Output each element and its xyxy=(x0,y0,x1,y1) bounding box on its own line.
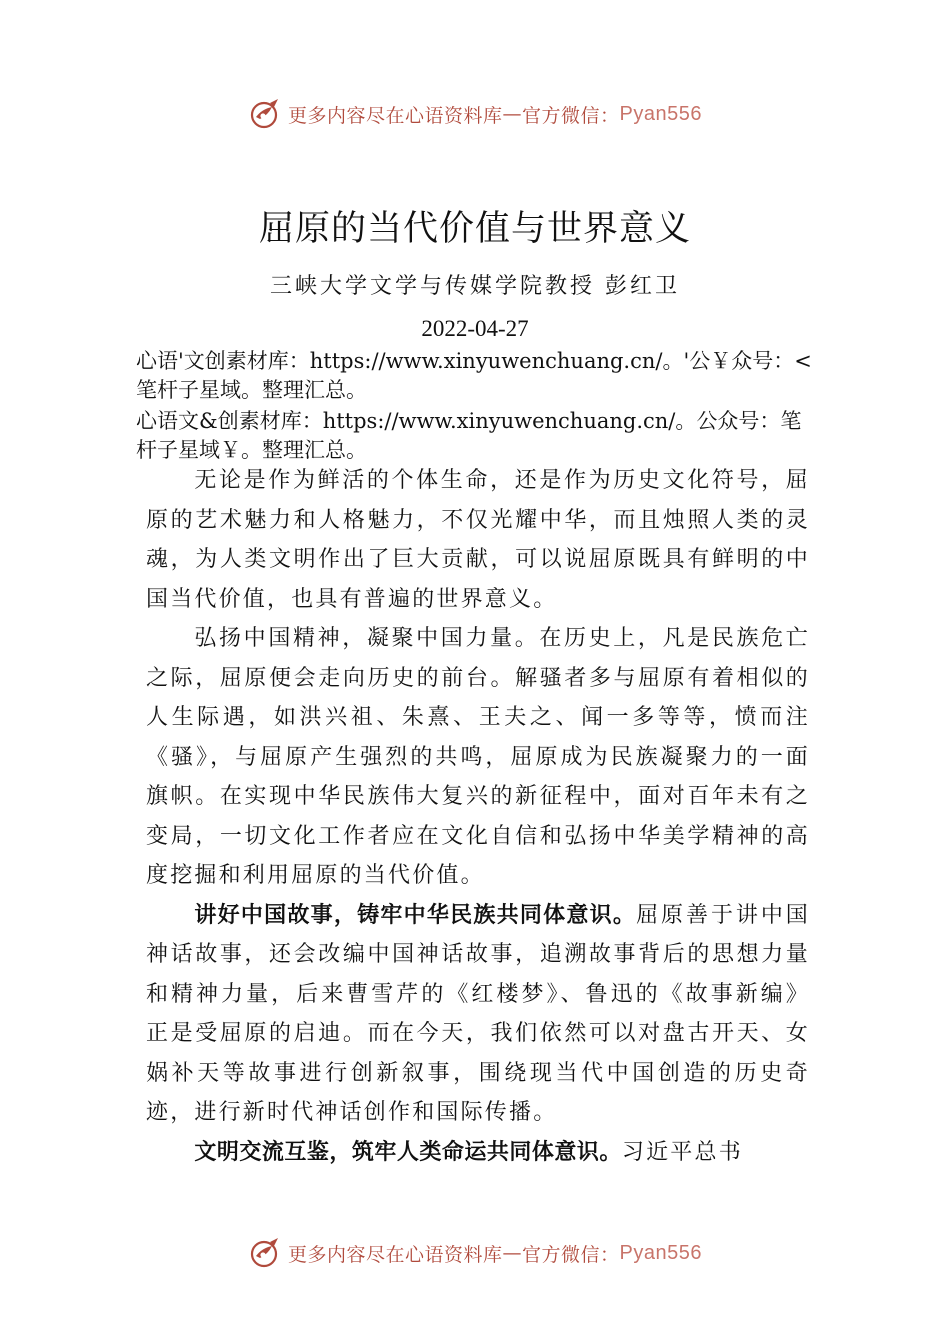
wechat-id: Pyan556 xyxy=(619,1241,702,1264)
paragraph-1 xyxy=(146,461,810,619)
library-text: 更多内容尽在心语资料库 xyxy=(288,104,503,127)
article-body xyxy=(146,461,810,1172)
paragraph-2-text: 弘扬中国精神，凝聚中国力量。在历史上，凡是民族危亡之际，屈原便会走向历史的前台。解骚者多与屈原有着相似的人生际遇，如洪兴祖、朱熹、王夫之、闻一多等等，愤而注《骚》，与屈原产生强烈的共鸣，屈原成为民族凝聚力的一面旗帜。在实现中华民族伟大复兴的新征程中，面对百年未有之变局，一切文化工作者应在文化自信和弘扬中华美学精神的高度挖掘和利用屈原的当代价值。 xyxy=(146,626,810,888)
document-date: 2022-04-27 xyxy=(421,316,529,341)
source-line-1: 心语'文创素材库：https://www.xinyuwenchuang.cn/。'公￥众号：<笔杆子星域。整理汇总。 xyxy=(136,349,812,402)
banner-dash: — xyxy=(502,103,523,125)
paragraph-1-text: 无论是作为鲜活的个体生命，还是作为历史文化符号，屈原的艺术魅力和人格魅力，不仅光耀中华，而且烛照人类的灵魂，为人类文明作出了巨大贡献，可以说屈原既具有鲜明的中国当代价值，也具有普遍的世界意义。 xyxy=(146,468,810,612)
document-author: 三峡大学文学与传媒学院教授 彭红卫 xyxy=(270,274,680,299)
quill-logo-icon xyxy=(248,1236,282,1270)
quill-logo-icon xyxy=(248,97,282,131)
document-title: 屈原的当代价值与世界意义 xyxy=(258,209,691,249)
paragraph-4-text: 习近平总书 xyxy=(621,1139,743,1165)
paragraph-2 xyxy=(146,619,810,896)
wechat-id: Pyan556 xyxy=(619,102,702,125)
wechat-label: 官方微信： xyxy=(522,104,620,127)
paragraph-3-text: 屈原善于讲中国神话故事，还会改编中国神话故事，追溯故事背后的思想力量和精神力量，后来曹雪芹的《红楼梦》、鲁迅的《故事新编》正是受屈原的启迪。而在今天，我们依然可以对盘古开天、女娲补天等故事进行创新叙事，围绕现当代中国创造的历史奇迹，进行新时代神话创作和国际传播。 xyxy=(146,902,810,1125)
paragraph-3 xyxy=(146,896,810,1133)
source-line-2: 心语文&创素材库：https://www.xinyuwenchuang.cn/。公众号：笔杆子星域￥。整理汇总。 xyxy=(136,409,802,462)
header-watermark-banner xyxy=(0,94,950,134)
library-text: 更多内容尽在心语资料库 xyxy=(288,1243,503,1266)
paragraph-3-heading: 讲好中国故事，铸牢中华民族共同体意识。 xyxy=(194,902,637,928)
banner-dash: — xyxy=(502,1242,523,1264)
paragraph-4-heading: 文明交流互鉴，筑牢人类命运共同体意识。 xyxy=(194,1139,622,1165)
paragraph-4 xyxy=(146,1133,810,1173)
wechat-label: 官方微信： xyxy=(522,1243,620,1266)
footer-watermark-banner xyxy=(0,1233,950,1273)
